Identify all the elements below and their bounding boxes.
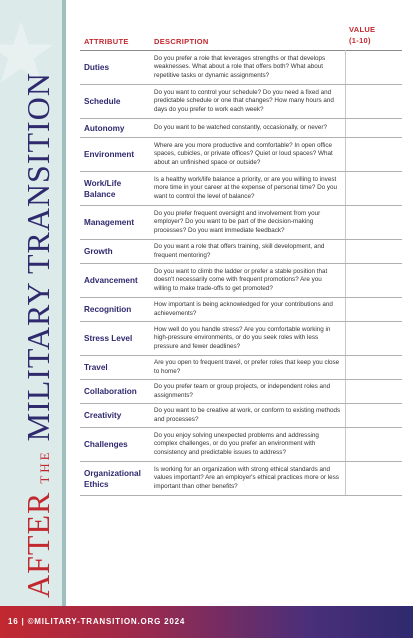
table-row — [80, 264, 402, 298]
description-cell: How well do you handle stress? Are you comfortable working in high-pressure environments, or do you seek roles with less pressure and fewer deadlines? — [150, 322, 345, 356]
attribute-cell: Organizational Ethics — [80, 462, 150, 496]
description-cell: Do you want a role that offers training, skill development, and frequent mentoring? — [150, 240, 345, 264]
attribute-cell: Challenges — [80, 428, 150, 462]
attribute-cell: Advancement — [80, 264, 150, 298]
attribute-cell: Travel — [80, 356, 150, 380]
title-after: AFTER — [20, 491, 56, 598]
title-the: THE — [37, 449, 52, 484]
attribute-cell: Duties — [80, 51, 150, 85]
header-attribute: ATTRIBUTE — [84, 37, 129, 46]
value-input-cell[interactable] — [345, 428, 402, 462]
header-value — [345, 24, 402, 51]
value-input-cell[interactable] — [345, 322, 402, 356]
value-input-cell[interactable] — [345, 51, 402, 85]
attribute-cell: Growth — [80, 240, 150, 264]
table-row — [80, 206, 402, 240]
attribute-cell: Creativity — [80, 404, 150, 428]
table-row — [80, 428, 402, 462]
attribute-cell: Autonomy — [80, 119, 150, 138]
value-input-cell[interactable] — [345, 298, 402, 322]
description-cell: Do you prefer team or group projects, or independent roles and assignments? — [150, 380, 345, 404]
value-input-cell[interactable] — [345, 119, 402, 138]
attribute-cell: Management — [80, 206, 150, 240]
value-input-cell[interactable] — [345, 85, 402, 119]
title-military-transition: MILITARY TRANSITION — [20, 72, 56, 442]
table-row — [80, 380, 402, 404]
description-cell: Do you prefer a role that leverages strengths or that develops weaknesses. What about a role that offers both? What about repetitive tasks or dynamic assignments? — [150, 51, 345, 85]
attribute-table — [80, 24, 402, 496]
value-input-cell[interactable] — [345, 264, 402, 298]
header-description: DESCRIPTION — [154, 37, 209, 46]
description-cell: Do you want to climb the ladder or prefer a stable position that doesn't necessarily come with frequent promotions? Are you willing to make trade-offs to get promoted? — [150, 264, 345, 298]
table-row — [80, 356, 402, 380]
value-input-cell[interactable] — [345, 462, 402, 496]
value-input-cell[interactable] — [345, 206, 402, 240]
attribute-cell: Schedule — [80, 85, 150, 119]
description-cell: How important is being acknowledged for your contributions and achievements? — [150, 298, 345, 322]
attribute-cell: Collaboration — [80, 380, 150, 404]
table-row — [80, 138, 402, 172]
page-footer — [0, 606, 413, 638]
description-cell: Do you want to control your schedule? Do you need a fixed and predictable schedule or one that changes? How many hours and days do you prefer to work each week? — [150, 85, 345, 119]
description-cell: Do you enjoy solving unexpected problems and addressing complex challenges, or do you prefer an environment with consistency and predictable issues to address? — [150, 428, 345, 462]
description-cell: Are you open to frequent travel, or prefer roles that keep you close to home? — [150, 356, 345, 380]
value-input-cell[interactable] — [345, 404, 402, 428]
header-value-label: VALUE — [349, 25, 376, 34]
vertical-title — [0, 0, 66, 598]
attribute-cell: Work/Life Balance — [80, 172, 150, 206]
attribute-cell: Environment — [80, 138, 150, 172]
table-row — [80, 172, 402, 206]
footer-text: 16 | ©MILITARY-TRANSITION.ORG 2024 — [8, 617, 186, 626]
table-header-row — [80, 24, 402, 51]
header-value-range: (1-10) — [349, 36, 371, 45]
table-row — [80, 240, 402, 264]
table-row — [80, 462, 402, 496]
description-cell: Is a healthy work/life balance a priority, or are you willing to invest more time in your career at the expense of personal time? Do you want to control the level of balance? — [150, 172, 345, 206]
value-input-cell[interactable] — [345, 138, 402, 172]
description-cell: Where are you more productive and comfortable? In open office spaces, cubicles, or private offices? Quiet or loud spaces? What about an unfinished space or outside? — [150, 138, 345, 172]
value-input-cell[interactable] — [345, 356, 402, 380]
table-row — [80, 322, 402, 356]
value-input-cell[interactable] — [345, 240, 402, 264]
description-cell: Do you want to be creative at work, or conform to existing methods and processes? — [150, 404, 345, 428]
table-row — [80, 298, 402, 322]
description-cell: Do you prefer frequent oversight and involvement from your employer? Do you want to be part of the decision-making processes? Do you want immediate feedback? — [150, 206, 345, 240]
sidebar-banner — [0, 0, 66, 606]
table-row — [80, 51, 402, 85]
attribute-table-container — [80, 24, 402, 496]
description-cell: Do you want to be watched constantly, occasionally, or never? — [150, 119, 345, 138]
table-row — [80, 85, 402, 119]
table-row — [80, 404, 402, 428]
attribute-cell: Recognition — [80, 298, 150, 322]
value-input-cell[interactable] — [345, 172, 402, 206]
attribute-cell: Stress Level — [80, 322, 150, 356]
description-cell: Is working for an organization with strong ethical standards and values important? Are an employer's ethical practices more or less important than other benefits? — [150, 462, 345, 496]
value-input-cell[interactable] — [345, 380, 402, 404]
table-row — [80, 119, 402, 138]
